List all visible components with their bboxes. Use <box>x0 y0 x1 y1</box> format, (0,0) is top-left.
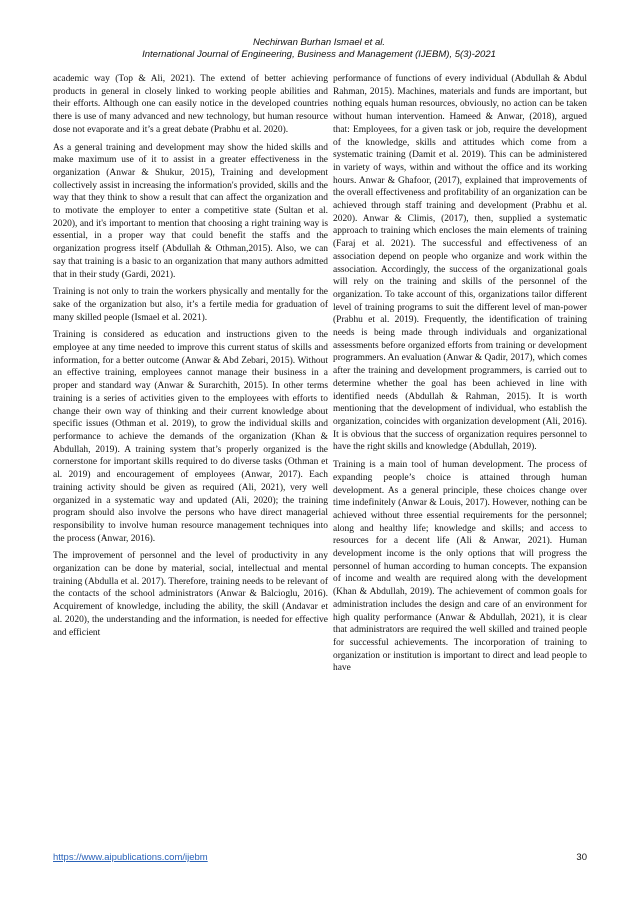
paragraph: Training is not only to train the workers physically and mentally for the sake of the organization but also, it’s a fertile media for graduation of many skilled people (Ismael et al. 2021). <box>53 287 328 323</box>
right-column <box>333 73 587 680</box>
paragraph: academic way (Top & Ali, 2021). The extend of better achieving products in general in closely linked to working people abilities and their efforts. Although one can easily notice in the developed countries there is use of many advanced and new technology, but human resource dose not evaporate and it’s a great debate (Prabhu et al. 2020). <box>53 74 328 135</box>
left-column <box>53 73 328 644</box>
paragraph: performance of functions of every individual (Abdullah & Abdul Rahman, 2015). Machines, materials and funds are important, but nothing equals human resources, obviously, no action can be taken without human intervention. Hameed & Anwar, (2018), argued that: Employees, for a given task or job, require the development of the knowledge, skills and attitudes which come from a systematic training (Damit et al. 2019). This can be administered in variety of ways, within and without the office and its working hours. Anwar & Ghafoor, (2017), explained that improvements of the overall effectiveness and profitability of an organization can be achieved through staff training and development (Prabhu et al. 2020). Anwar & Climis, (2017), then, supplied a systematic approach to training which encloses the main elements of training (Faraj et al. 2021). The successful and effectiveness of an association depend on people who organize and work within the association. Accordingly, the success of the organizational goals will rely on the training and skills of the personnel of the organization. To take account of this, organizations tailor different level of training programs to suit the different level of man-power (Prabhu et al. 2019). Frequently, the identification of training needs is being made through individuals and organizational assessments before organized efforts from training or development programmers. An evaluation (Anwar & Qadir, 2017), which comes after the training and development programmers, is carried out to determine whether the goal has been achieved in line with identified needs (Abdullah & Rahman, 2015). It is worth mentioning that the development of individual, who establish the organization, coincides with organization development (Ali, 2016). It is obvious that the success of organization requires personnel to have the right skills and knowledge (Abdullah, 2019). <box>333 74 587 453</box>
header-journal: International Journal of Engineering, Business and Management (IJEBM), 5(3)-2021 <box>142 49 496 60</box>
footer-url-link[interactable]: https://www.aipublications.com/ijebm <box>53 852 208 863</box>
paragraph: The improvement of personnel and the level of productivity in any organization can be done by material, social, intellectual and mental training (Abdulla et al. 2017). Therefore, training needs to be relevant of the contacts of the school administrators (Anwar & Balcioglu, 2016). Acquirement of knowledge, including the ability, the skill (Andavar et al. 2020), the understanding and the information, is needed for effective and efficient <box>53 551 328 638</box>
paragraph: Training is a main tool of human development. The process of expanding people’s choice is attained through human development. As a general principle, these choices change over time indefinitely (Anwar & Louis, 2017). However, nothing can be achieved without three essential requirements for the personnel; along and healthy life; knowledge and skills; and access to resources for a decent life (Ali & Anwar, 2021). Human development income is the only options that will progress the personnel of human according to human concepts. The expansion of income and wealth are required along with the development (Khan & Abdullah, 2019). The achievement of common goals for administration includes the design and care of an environment for high quality performance (Anwar & Abdullah, 2021), it is clear that administrators are required the well skilled and trained people for successful achievements. The incorporation of training to organization or institution is important to direct and lead people to have <box>333 460 587 674</box>
header-authors: Nechirwan Burhan Ismael et al. <box>252 37 385 48</box>
paragraph: As a general training and development may show the hided skills and make maximum use of it to assist in a greater effectiveness in the organization (Anwar & Shukur, 2015), Training and development collectively assist in increasing the information's provided, skills and the way that they think to show a result that can affect the organization and to motivate the employer to enter a competitive state (Sultan et al. 2020), and it's important to mention that choosing a right training way is essential, in a proper way that could benefit the staffs and the organization progress itself (Abdullah & Othman,2015). Also, we can say that training is a basic to an organization that many authors admitted that in their study (Gardi, 2021). <box>53 142 328 280</box>
page-number: 30 <box>576 852 587 863</box>
running-header <box>0 37 638 61</box>
paragraph: Training is considered as education and instructions given to the employee at any time needed to improve this current status of skills and information, for a better outcome (Anwar & Abd Zebari, 2015). Without an effective training, employees cannot manage their business in a proper and standard way (Anwar & Surarchith, 2015). In other terms training is a series of activities given to the employees with efforts to change their own way of thinking and their current knowledge about specific issues (Othman et al. 2019), to grow the individual skills and performance to achieve the demands of the organization (Khan & Abdullah, 2019). A training system that’s properly organized is the cornerstone for important skills required to do diverse tasks (Othman et al. 2019) and encouragement of employees (Anwar, 2017). Each training activity should be given as required (Ali, 2021), very well organized in a systematic way and updated (Ali, 2020); the training program should also involve the persons who have direct managerial responsibility to involve human resource management techniques into the process (Anwar, 2016). <box>53 330 328 544</box>
